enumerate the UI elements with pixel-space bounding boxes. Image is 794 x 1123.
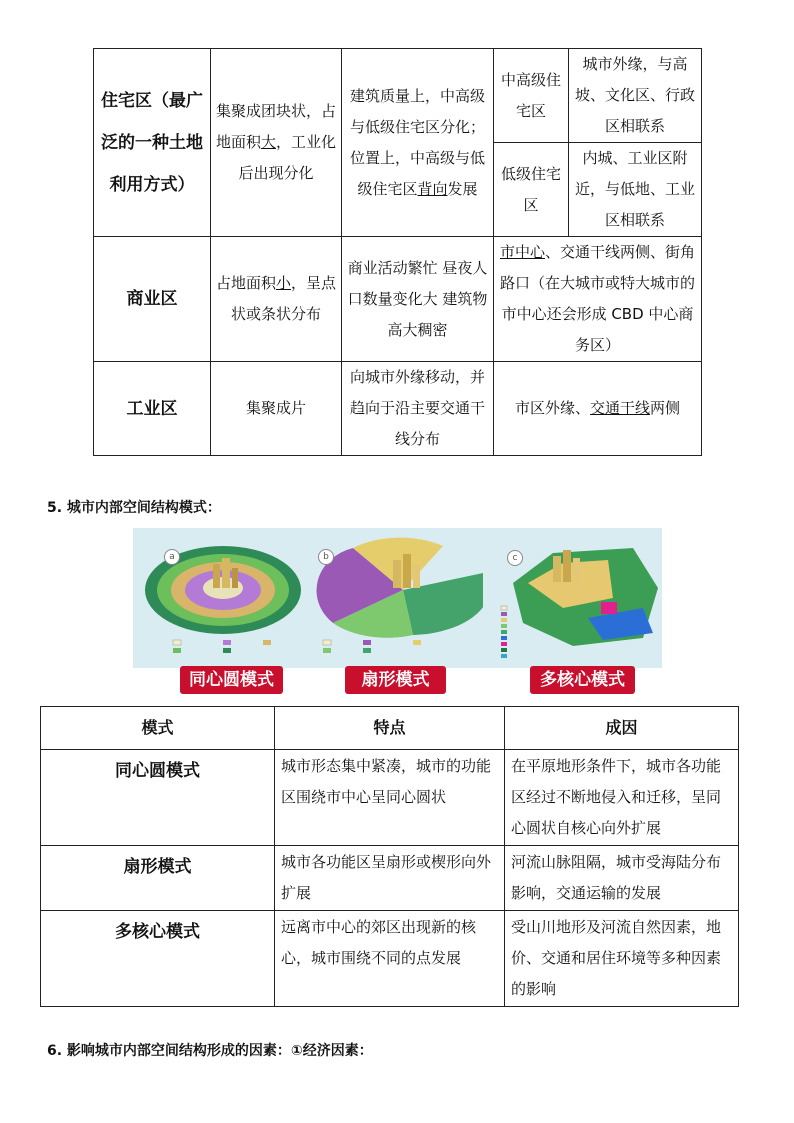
mode-name: 扇形模式 — [41, 846, 275, 911]
mode-cause: 河流山脉阻隔，城市受海陆分布影响，交通运输的发展 — [505, 846, 739, 911]
sub-zone-high: 中高级住宅区 — [494, 49, 569, 143]
section-heading-5: 5. 城市内部空间结构模式： — [47, 500, 221, 516]
mode-feature: 城市各功能区呈扇形或楔形向外扩展 — [275, 846, 505, 911]
sub-zone-low: 低级住宅区 — [494, 143, 569, 237]
mode-feature: 远离市中心的郊区出现新的核心，城市围绕不同的点发展 — [275, 911, 505, 1007]
mode-feature: 城市形态集中紧凑，城市的功能区围绕市中心呈同心圆状 — [275, 750, 505, 846]
sector-model-diagram — [313, 528, 483, 668]
cbd-tower — [393, 560, 401, 588]
cbd-tower — [213, 564, 220, 588]
cbd-tower — [403, 554, 411, 588]
functional-zone-table — [93, 48, 702, 456]
cbd-tower — [413, 564, 420, 588]
structure-model-table — [40, 706, 739, 1007]
badge-concentric: 同心圆模式 — [180, 666, 283, 694]
table-row — [41, 911, 739, 1007]
commercial-distribution: 占地面积小，呈点状或条状分布 — [211, 237, 342, 362]
commercial-location: 市中心、交通干线两侧、街角路口（在大城市或特大城市的市中心还会形成 CBD 中心商务区） — [494, 237, 702, 362]
multi-nuclei-diagram — [493, 528, 662, 668]
section-heading-6: 6. 影响城市内部空间结构形成的因素：①经济因素： — [47, 1043, 373, 1059]
table-row — [41, 750, 739, 846]
zone-industrial: 工业区 — [94, 362, 211, 456]
header-mode: 模式 — [41, 707, 275, 750]
legend-c — [501, 606, 507, 658]
mode-cause: 在平原地形条件下，城市各功能区经过不断地侵入和迁移，呈同心圆状自核心向外扩展 — [505, 750, 739, 846]
sub-zone-low-location: 内城、工业区附近，与低地、工业区相联系 — [569, 143, 702, 237]
badge-sector: 扇形模式 — [345, 666, 446, 694]
cbd-tower — [222, 558, 230, 588]
zone-commercial: 商业区 — [94, 237, 211, 362]
concentric-zone-diagram — [133, 528, 303, 668]
header-feature: 特点 — [275, 707, 505, 750]
industrial-features: 向城市外缘移动，并趋向于沿主要交通干线分布 — [342, 362, 494, 456]
panel-label-c: c — [507, 550, 523, 566]
table-row — [41, 846, 739, 911]
badge-multi-nuclei: 多核心模式 — [530, 666, 635, 694]
panel-label-b: b — [318, 549, 334, 565]
commercial-features: 商业活动繁忙 昼夜人口数量变化大 建筑物高大稠密 — [342, 237, 494, 362]
header-cause: 成因 — [505, 707, 739, 750]
cbd-tower — [553, 556, 561, 582]
mode-name: 多核心模式 — [41, 911, 275, 1007]
residential-distribution: 集聚成团块状，占地面积大，工业化后出现分化 — [211, 49, 342, 237]
industrial-location: 市区外缘、交通干线两侧 — [494, 362, 702, 456]
sub-zone-high-location: 城市外缘，与高坡、文化区、行政区相联系 — [569, 49, 702, 143]
industrial-distribution: 集聚成片 — [211, 362, 342, 456]
legend-b — [323, 640, 421, 653]
cbd-tower — [232, 568, 238, 588]
legend-a — [173, 640, 271, 653]
mode-name: 同心圆模式 — [41, 750, 275, 846]
residential-features: 建筑质量上，中高级与低级住宅区分化；位置上，中高级与低级住宅区背向发展 — [342, 49, 494, 237]
panel-label-a: a — [164, 549, 180, 565]
outlying-business-zone — [601, 602, 617, 614]
cbd-tower — [573, 558, 580, 582]
mode-cause: 受山川地形及河流自然因素，地价、交通和居住环境等多种因素的影响 — [505, 911, 739, 1007]
cbd-tower — [563, 550, 571, 582]
zone-residential: 住宅区（最广泛的一种土地利用方式） — [94, 49, 211, 237]
